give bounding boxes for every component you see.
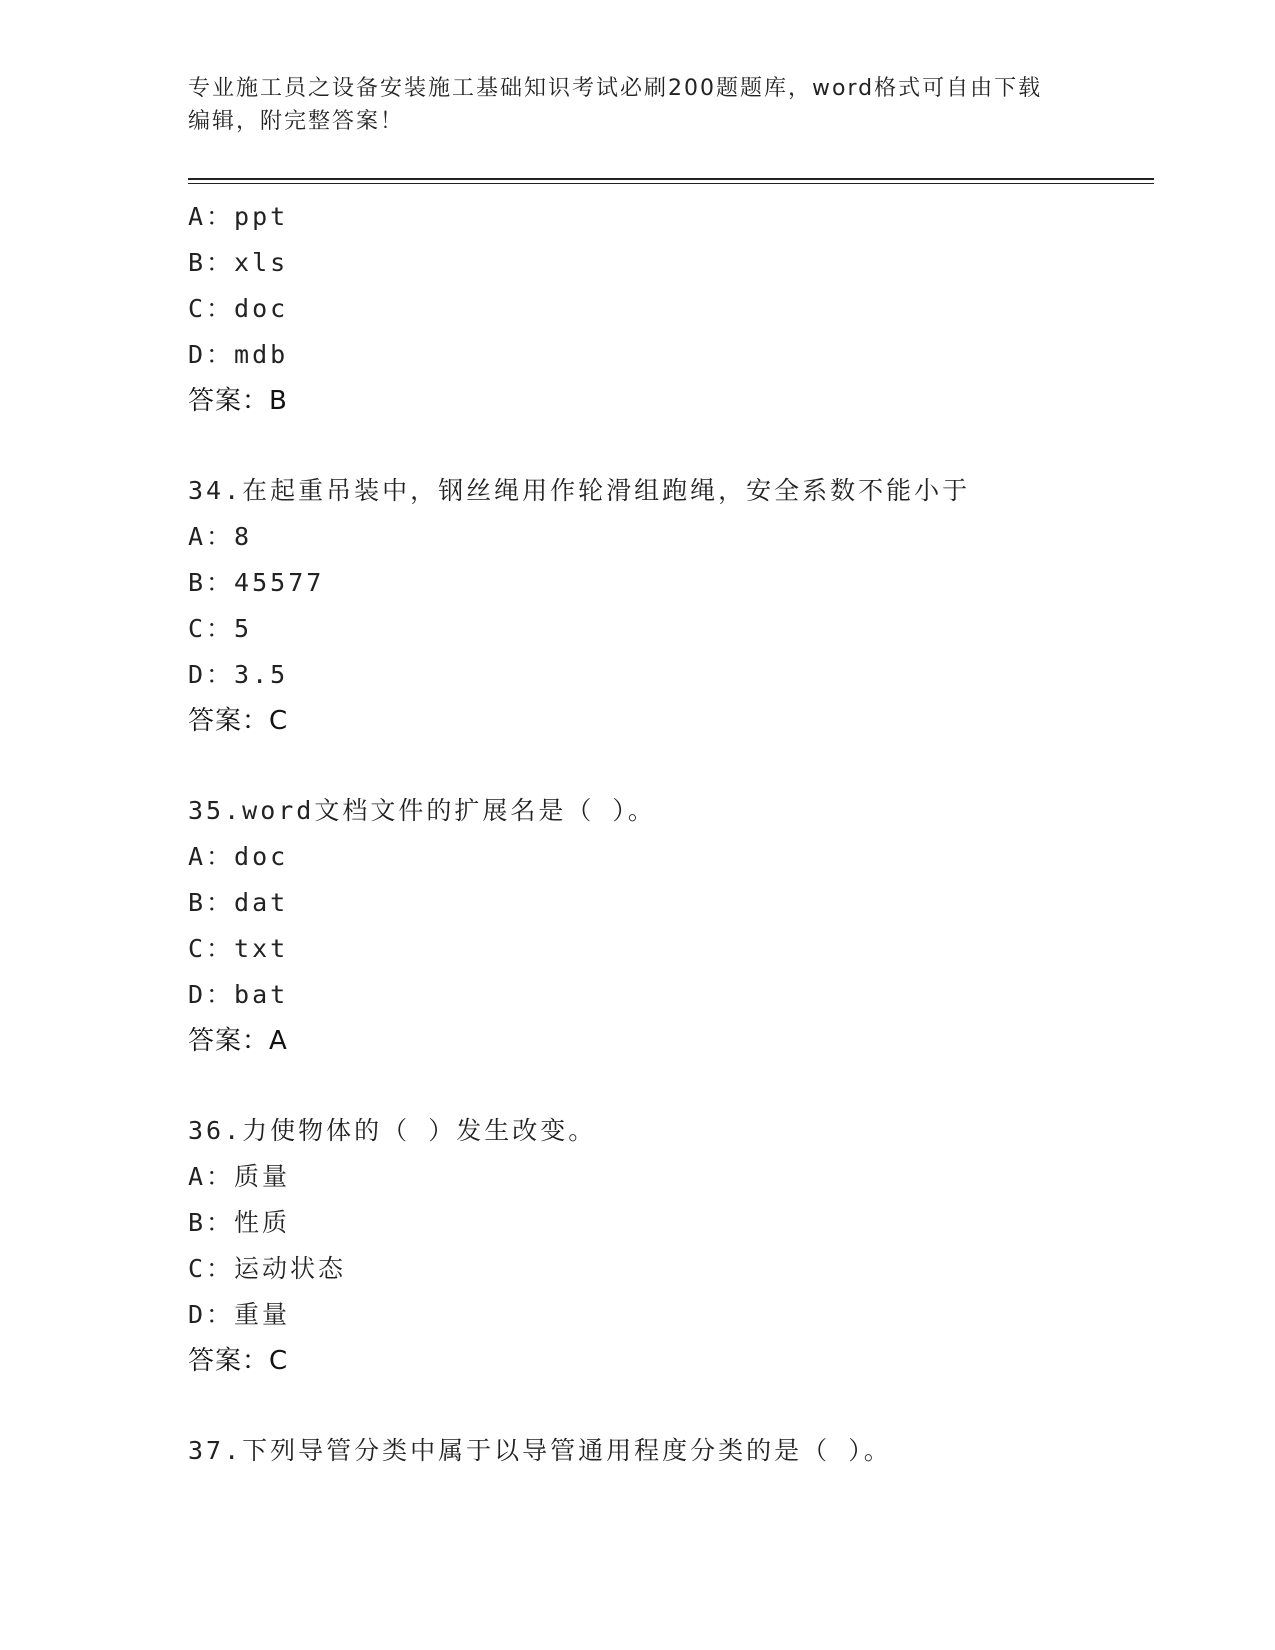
option-c: C：doc	[188, 294, 289, 323]
question-block-34	[188, 468, 1154, 744]
option-b: B：性质	[188, 1208, 291, 1237]
option-d: D：mdb	[188, 340, 289, 369]
option-b: B：xls	[188, 248, 289, 277]
answer-line: 答案：C	[188, 706, 289, 736]
option-b: B：dat	[188, 888, 289, 917]
question-text: 37.下列导管分类中属于以导管通用程度分类的是（ ）。	[188, 1436, 892, 1465]
option-b: B：45577	[188, 568, 325, 597]
question-text: 35.word文档文件的扩展名是（ ）。	[188, 796, 656, 825]
question-block-36	[188, 1108, 1154, 1384]
option-d: D：重量	[188, 1300, 291, 1329]
question-list	[188, 194, 1154, 1474]
answer-line: 答案：C	[188, 1346, 289, 1376]
option-c: C：运动状态	[188, 1254, 347, 1283]
option-d: D：3.5	[188, 660, 289, 689]
answer-line: 答案：B	[188, 386, 288, 416]
question-text: 36.力使物体的（ ）发生改变。	[188, 1116, 597, 1145]
option-c: C：5	[188, 614, 253, 643]
header-divider	[188, 178, 1154, 184]
document-header	[188, 72, 1088, 138]
question-block-35	[188, 788, 1154, 1064]
header-line-1: 专业施工员之设备安装施工基础知识考试必刷200题题库，word格式可自由下载	[188, 76, 1043, 101]
option-a: A：质量	[188, 1162, 291, 1191]
question-block-33	[188, 194, 1154, 424]
option-a: A：8	[188, 522, 253, 551]
answer-line: 答案：A	[188, 1026, 288, 1056]
question-text: 34.在起重吊装中，钢丝绳用作轮滑组跑绳，安全系数不能小于	[188, 476, 971, 505]
header-line-2: 编辑，附完整答案！	[188, 109, 405, 134]
option-c: C：txt	[188, 934, 289, 963]
option-d: D：bat	[188, 980, 289, 1009]
option-a: A：ppt	[188, 202, 289, 231]
question-block-37	[188, 1428, 1154, 1474]
option-a: A：doc	[188, 842, 289, 871]
